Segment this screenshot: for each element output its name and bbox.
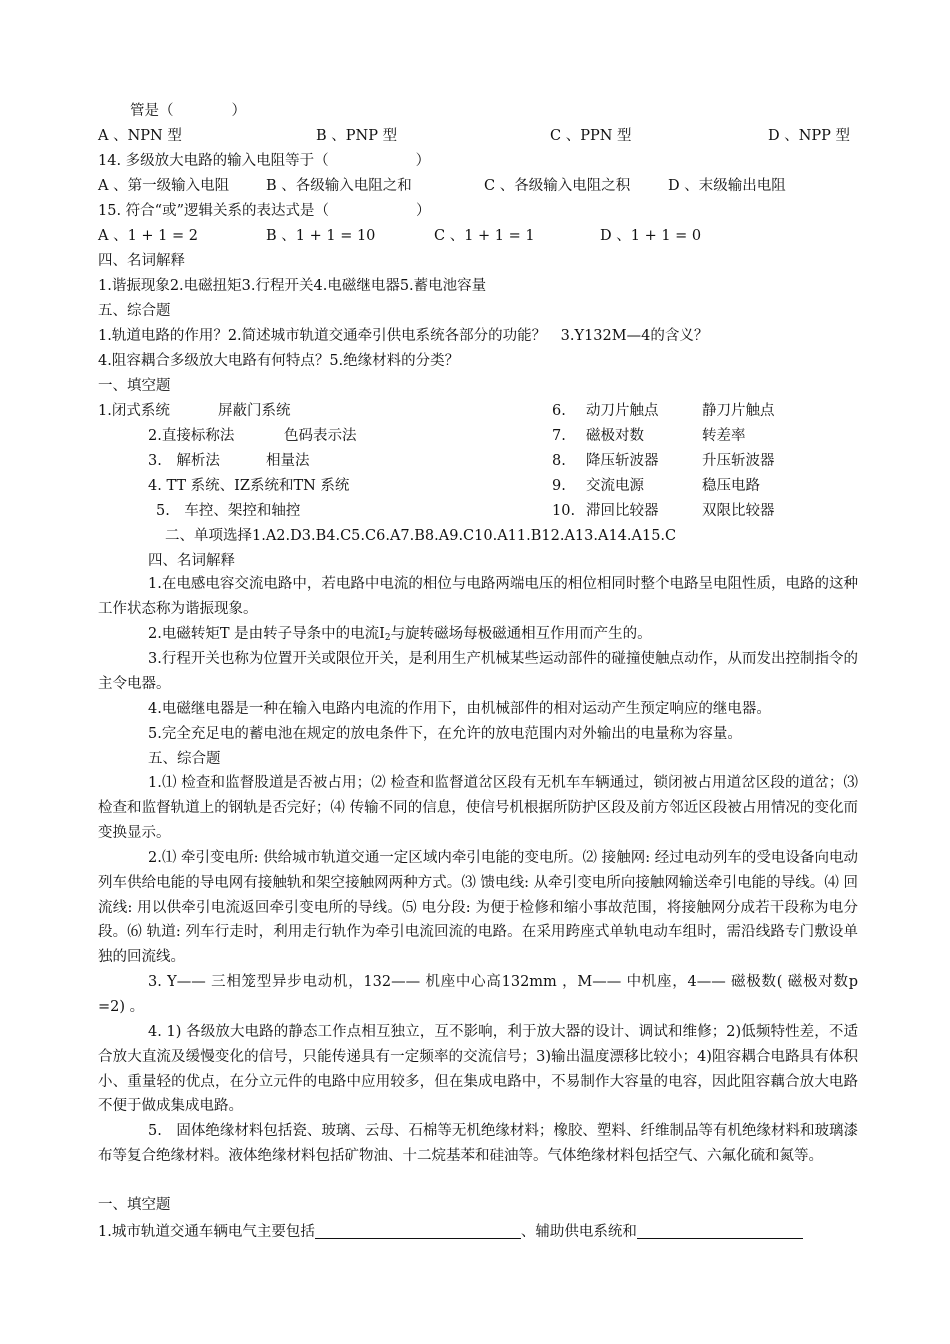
answer-fill-8-a: 降压斩波器 — [586, 453, 659, 469]
q15-option-d: D 、1 + 1 = 0 — [600, 228, 702, 244]
q14-option-b: B 、各级输入电阻之和 — [266, 178, 412, 194]
answer-fill-1-b: 屏蔽门系统 — [218, 403, 291, 419]
answer-term-2: 2.电磁转矩T 是由转子导条中的电流$I_2$与旋转磁场每极磁通相互作用而产生的。 — [148, 626, 652, 643]
answer-comprehensive-2: 2.⑴ 牵引变电所: 供给城市轨道交通一定区域内牵引电能的变电所。⑵ 接触网: 经过电动列车的受电设备向电动列车供给电能的导电网有接触轨和架空接触网两种方式。⑶ 馈电线: 从牵引变电所向接触网输送牵引电能的导线。⑷ 回流线: 用以供牵引电流返回牵引变电所的导线。⑸ 电分段: 为便于检修和缩小事故范围，将接触网分成若干段称为电分段。⑹ 轨道: 列车行走时，利用走行轨作为牵引电流回流的电路。在采用跨座式单轨电动车组时，需沿线路专门敷设单独的回流线。 — [98, 850, 858, 966]
answer-blank-2[interactable] — [637, 1223, 803, 1239]
q13-option-a: A 、NPN 型 — [98, 128, 182, 144]
q14-option-a: A 、第一级输入电阻 — [98, 178, 230, 194]
answer-fill-10-b: 双限比较器 — [702, 503, 775, 519]
answer-fill-8-num: 8. — [552, 453, 566, 469]
answer-fill-title: 一、填空题 — [98, 378, 171, 394]
answer-single-choice: 二、单项选择1.A2.D3.B4.C5.C6.A7.B8.A9.C10.A11.B12.A13.A14.A15.C — [165, 528, 677, 544]
answer-fill-3-a: 3. 解析法 — [148, 453, 220, 469]
section-terms-items: 1.谐振现象2.电磁扭矩3.行程开关4.电磁继电器5.蓄电池容量 — [98, 278, 487, 294]
answer-term-4: 4.电磁继电器是一种在输入电路内电流的作用下，由机械部件的相对运动产生预定响应的继电器。 — [148, 701, 771, 717]
answer-fill-7-a: 磁极对数 — [586, 428, 644, 444]
section-comprehensive-line-2: 4.阻容耦合多级放大电路有何特点？5.绝缘材料的分类？ — [98, 353, 460, 369]
answer-fill-3-b: 相量法 — [266, 453, 310, 469]
answer-fill-10-num: 10. — [552, 503, 576, 519]
answer-comprehensive-3: 3. Y—— 三相笼型异步电动机，132—— 机座中心高132mm ，M—— 中机座，4—— 磁极数( 磁极对数p =2) 。 — [98, 974, 858, 1015]
answer-fill-8-b: 升压斩波器 — [702, 453, 775, 469]
q15-option-b: B 、1 + 1 = 10 — [266, 228, 376, 244]
section-comprehensive-title: 五、综合题 — [98, 303, 171, 319]
answer-fill-6-a: 动刀片触点 — [586, 403, 659, 419]
answer-terms-title: 四、名词解释 — [148, 553, 235, 569]
q14-option-d: D 、末级输出电阻 — [668, 178, 786, 194]
answer-fill-9-b: 稳压电路 — [702, 478, 760, 494]
next-fill-question-1: 1.城市轨道交通车辆电气主要包括 、辅助供电系统和 — [98, 1223, 803, 1240]
q13-stem: 管是（ ） — [130, 103, 246, 119]
answer-term-3: 3.行程开关也称为位置开关或限位开关，是利用生产机械某些运动部件的碰撞使触点动作，从而发出控制指令的主令电器。 — [98, 651, 858, 692]
answer-fill-7-b: 转差率 — [702, 428, 746, 444]
answer-fill-2-a: 2.直接标称法 — [148, 428, 235, 444]
q13-option-c: C 、PPN 型 — [550, 128, 632, 144]
q13-option-d: D 、NPP 型 — [768, 128, 851, 144]
answer-fill-2-b: 色码表示法 — [284, 428, 357, 444]
answer-fill-7-num: 7. — [552, 428, 566, 444]
answer-comprehensive-title: 五、综合题 — [148, 751, 221, 767]
answer-comprehensive-5: 5. 固体绝缘材料包括瓷、玻璃、云母、石棉等无机绝缘材料；橡胶、塑料、纤维制品等有机绝缘材料和玻璃漆布等复合绝缘材料。液体绝缘材料包括矿物油、十二烷基苯和硅油等。气体绝缘材料包括空气、六氟化硫和氮等。 — [98, 1123, 858, 1164]
section-comprehensive-line-1: 1.轨道电路的作用？2.简述城市轨道交通牵引供电系统各部分的功能？ 3.Y132M—4的含义？ — [98, 328, 709, 344]
answer-fill-9-a: 交流电源 — [586, 478, 644, 494]
answer-fill-10-a: 滞回比较器 — [586, 503, 659, 519]
answer-fill-9-num: 9. — [552, 478, 566, 494]
section-terms-title: 四、名词解释 — [98, 253, 185, 269]
answer-fill-6-num: 6. — [552, 403, 566, 419]
answer-fill-4: 4. TT 系统、IZ系统和TN 系统 — [148, 478, 350, 494]
q15-stem: 15. 符合“或”逻辑关系的表达式是（ ） — [98, 203, 431, 219]
q15-option-c: C 、1 + 1 = 1 — [434, 228, 535, 244]
next-fill-title: 一、填空题 — [98, 1197, 171, 1213]
answer-comprehensive-4: 4. 1) 各级放大电路的静态工作点相互独立，互不影响，利于放大器的设计、调试和维修；2)低频特性差，不适合放大直流及缓慢变化的信号，只能传递具有一定频率的交流信号；3)输出温度漂移比较小；4)阻容耦合电路具有体积小、重量轻的优点，在分立元件的电路中应用较多，但在集成电路中，不易制作大容量的电容，因此阻容藕合放大电路不便于做成集成电路。 — [98, 1024, 858, 1115]
q14-stem: 14. 多级放大电路的输入电阻等于（ ） — [98, 153, 431, 169]
answer-fill-6-b: 静刀片触点 — [702, 403, 775, 419]
answer-term-5: 5.完全充足电的蓄电池在规定的放电条件下，在允许的放电范围内对外输出的电量称为容量。 — [148, 726, 742, 742]
answer-comprehensive-1: 1.⑴ 检查和监督股道是否被占用；⑵ 检查和监督道岔区段有无机车车辆通过，锁闭被占用道岔区段的道岔；⑶ 检查和监督轨道上的钢轨是否完好；⑷ 传输不同的信息，使信号机根据所防护区段及前方邻近区段被占用情况的变化而变换显示。 — [98, 775, 858, 841]
q15-option-a: A 、1 + 1 = 2 — [98, 228, 198, 244]
q13-option-b: B 、PNP 型 — [316, 128, 398, 144]
answer-fill-1-a: 1.闭式系统 — [98, 403, 170, 419]
answer-term-1: 1.在电感电容交流电路中，若电路中电流的相位与电路两端电压的相位相同时整个电路呈电阻性质，电路的这种工作状态称为谐振现象。 — [98, 576, 858, 617]
answer-blank-1[interactable] — [315, 1223, 521, 1239]
q14-option-c: C 、各级输入电阻之积 — [484, 178, 631, 194]
answer-fill-5: 5. 车控、架控和轴控 — [156, 503, 301, 519]
